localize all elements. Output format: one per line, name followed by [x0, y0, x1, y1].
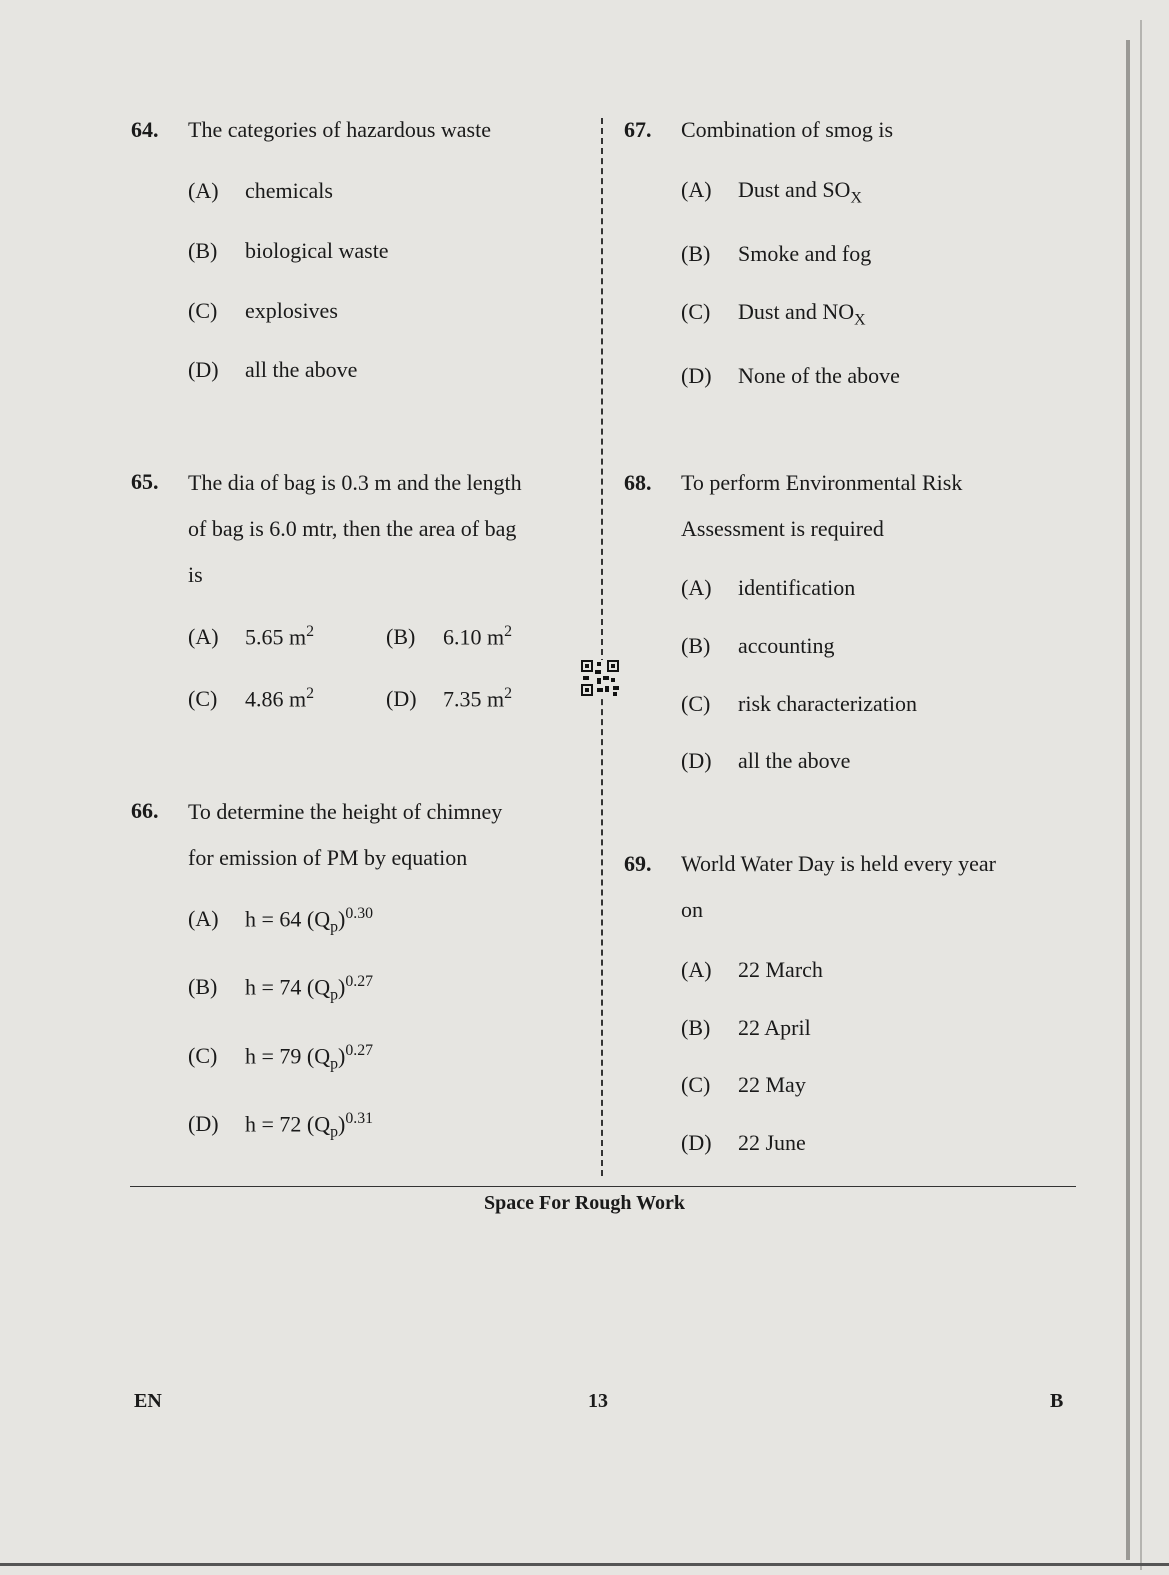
footer-language: EN: [134, 1390, 162, 1412]
question-69: [624, 851, 1064, 1171]
option-b[interactable]: (B) h = 74 $(Q_p)^{0.27}$: [188, 973, 374, 1004]
question-text: World Water Day is held every year on: [681, 851, 996, 922]
question-number: 68.: [624, 470, 652, 495]
question-number: 64.: [131, 117, 159, 142]
option-a[interactable]: (A) 22 March: [681, 957, 823, 982]
option-d[interactable]: (D) 7.35 $m^2$: [386, 685, 513, 712]
option-b[interactable]: (B) 22 April: [681, 1015, 811, 1040]
question-68: [624, 470, 1064, 780]
question-number: 69.: [624, 851, 652, 876]
column-divider: [601, 118, 603, 1176]
question-67: [624, 117, 1064, 397]
booklet-series: B: [1050, 1390, 1064, 1412]
option-c[interactable]: (C) risk characterization: [681, 691, 917, 716]
option-c[interactable]: (C) 4.86 $m^2$: [188, 685, 315, 712]
question-text: The categories of hazardous waste: [188, 117, 491, 142]
horizontal-rule: [130, 1186, 1076, 1187]
option-a[interactable]: (A) chemicals: [188, 178, 333, 203]
question-number: 67.: [624, 117, 652, 142]
question-text: Combination of smog is: [681, 117, 894, 142]
option-d[interactable]: (D) h = 72 $(Q_p)^{0.31}$: [188, 1110, 374, 1141]
qr-code-icon: [581, 660, 619, 696]
page-bottom-edge: [0, 1563, 1169, 1566]
question-66: [131, 797, 571, 1147]
question-64: [131, 117, 571, 397]
binding-edge: [1126, 40, 1130, 1560]
option-b[interactable]: (B) accounting: [681, 633, 835, 658]
option-b[interactable]: (B) Smoke and fog: [681, 241, 872, 266]
option-b[interactable]: (B) biological waste: [188, 238, 389, 263]
rough-work-heading: Space For Rough Work: [484, 1192, 685, 1214]
question-text: To determine the height of chimney for emission of PM by equation: [188, 799, 503, 870]
option-c[interactable]: (C) explosives: [188, 298, 338, 323]
question-number: 65.: [131, 469, 159, 494]
option-a[interactable]: (A) identification: [681, 575, 856, 600]
option-d[interactable]: (D) 22 June: [681, 1130, 806, 1155]
option-d[interactable]: (D) None of the above: [681, 363, 900, 388]
question-text: The dia of bag is 0.3 m and the length of bag is 6.0 mtr, then the area of bag is: [188, 470, 522, 587]
question-65: [131, 468, 571, 728]
option-b[interactable]: (B) 6.10 $m^2$: [386, 623, 513, 650]
option-a[interactable]: (A) 5.65 $m^2$: [188, 623, 315, 650]
option-c[interactable]: (C) h = 79 $(Q_p)^{0.27}$: [188, 1042, 374, 1073]
question-number: 66.: [131, 798, 159, 823]
option-c[interactable]: (C) 22 May: [681, 1072, 806, 1097]
option-d[interactable]: (D) all the above: [188, 357, 358, 382]
page-number: 13: [588, 1390, 608, 1412]
option-c[interactable]: (C) Dust and $NO_X$: [681, 299, 866, 329]
option-d[interactable]: (D) all the above: [681, 748, 851, 773]
question-text: To perform Environmental Risk Assessment is required: [681, 470, 963, 541]
binding-edge-inner: [1140, 20, 1142, 1570]
option-a[interactable]: (A) h = 64 $(Q_p)^{0.30}$: [188, 905, 374, 936]
option-a[interactable]: (A) Dust and $SO_X$: [681, 177, 862, 207]
